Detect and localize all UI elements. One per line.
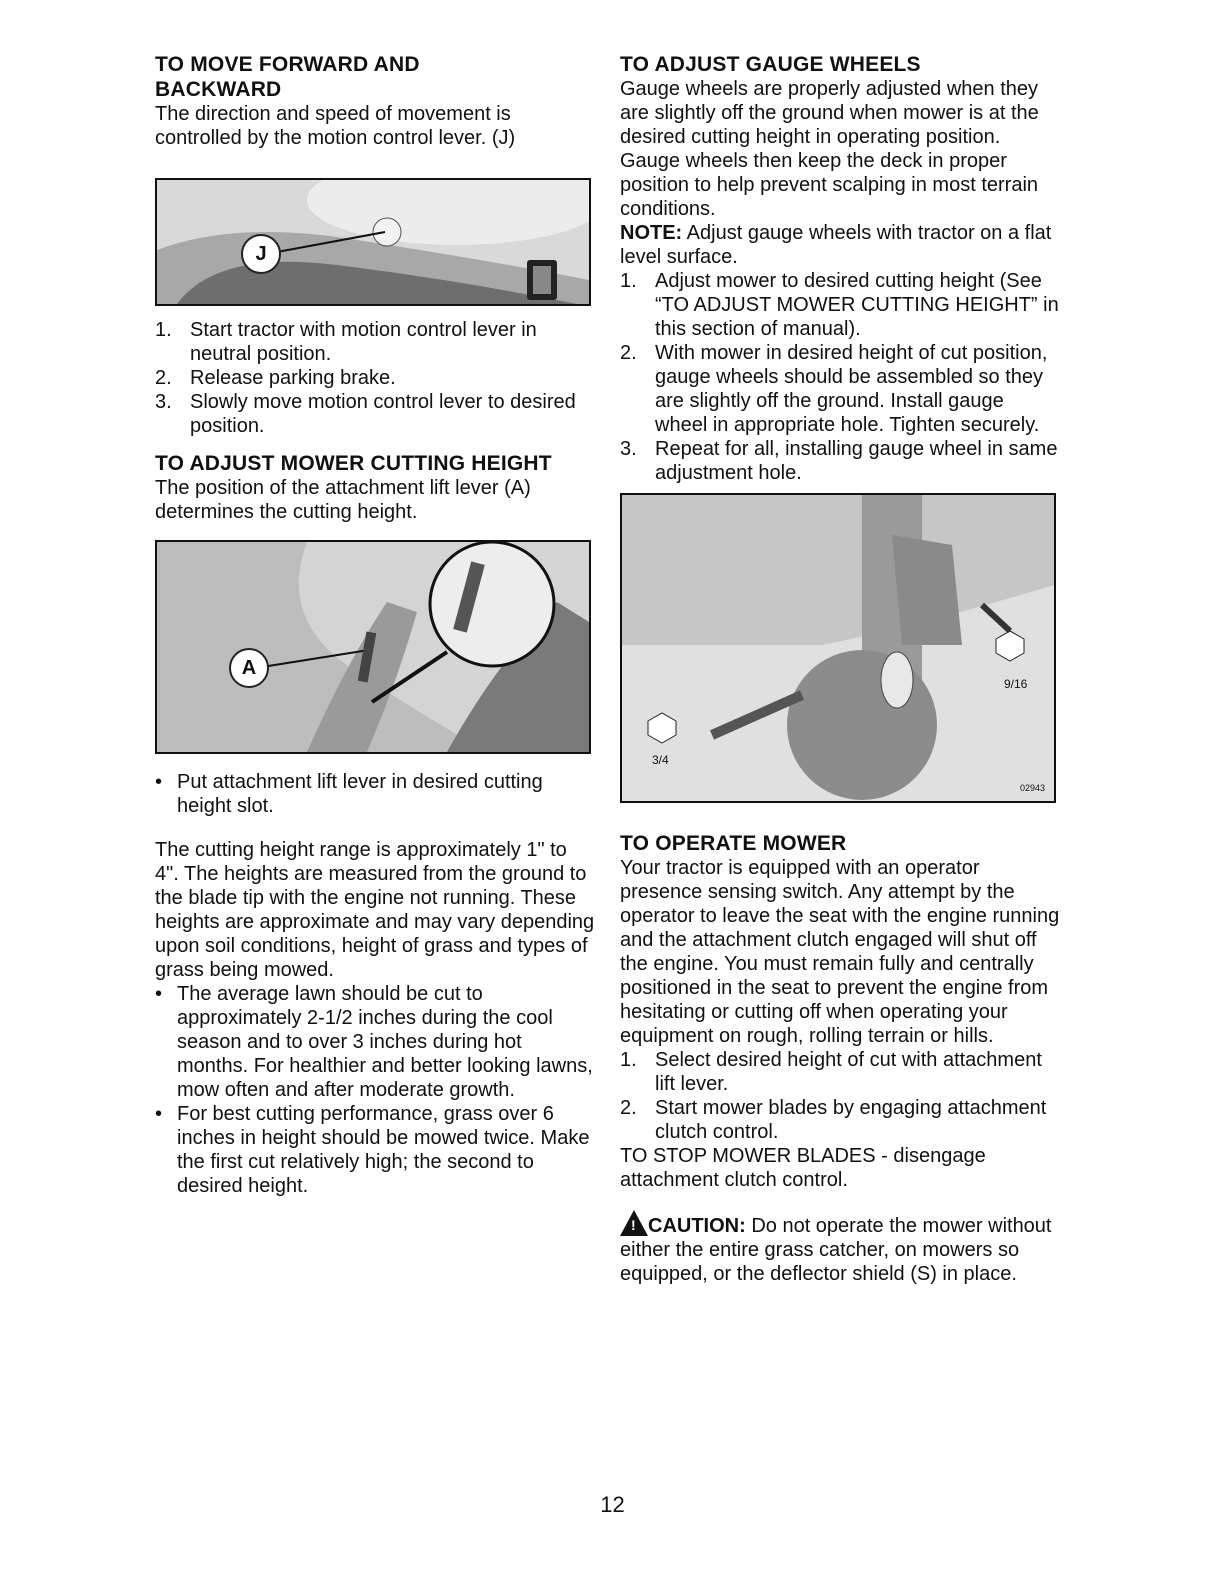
gauge-step: 1. Adjust mower to desired cutting height (See “TO ADJUST MOWER CUTTING HEIGHT” in this section of manual). [620, 270, 1059, 340]
right-column [620, 52, 1060, 1286]
operate-steps [620, 1048, 1060, 1144]
move-heading-line2: BACKWARD [155, 78, 282, 101]
height-intro: The position of the attachment lift lever (A) determines the cutting height. [155, 477, 531, 523]
height-range: The cutting height range is approximately 1" to 4". The heights are measured from the ground to the blade tip with the engine not running. These heights are approximate and may vary depending upon soil conditions, height of grass and types of grass being mowed. [155, 839, 595, 981]
move-steps [155, 318, 595, 438]
move-step: 1. Start tractor with motion control lever in neutral position. [155, 319, 537, 365]
height-tip: • The average lawn should be cut to approximately 2-1/2 inches during the cool season and to over 3 inches during hot months. For healthier and better looking lawns, mow often and after moderate growth. [155, 983, 593, 1101]
note-text: Adjust gauge wheels with tractor on a flat level surface. [620, 222, 1052, 268]
move-heading-line1: TO MOVE FORWARD AND [155, 53, 420, 76]
move-intro: The direction and speed of movement is controlled by the motion control lever. (J) [155, 103, 516, 149]
gauge-heading: TO ADJUST GAUGE WHEELS [620, 53, 921, 76]
label-3-4: 3/4 [652, 753, 669, 767]
label-9-16: 9/16 [1004, 677, 1028, 691]
move-step: 2. Release parking brake. [155, 367, 396, 389]
operate-heading: TO OPERATE MOWER [620, 832, 847, 855]
height-bullet: • Put attachment lift lever in desired cutting height slot. [155, 771, 543, 817]
caution-text: Do not operate the mower without either the entire grass catcher, on mowers so equipped, or the deflector shield (S) in place. [620, 1215, 1052, 1285]
height-heading: TO ADJUST MOWER CUTTING HEIGHT [155, 452, 552, 475]
gauge-step: 2. With mower in desired height of cut position, gauge wheels should be assembled so they are slightly off the ground. Install gauge wheel in appropriate hole. Tighten securely. [620, 342, 1048, 436]
operate-intro: Your tractor is equipped with an operator presence sensing switch. Any attempt by the operator to leave the seat with the engine running and the attachment clutch engaged will shut off the engine. You must remain fully and centrally positioned in the seat to prevent the engine from hesitating or cutting off when operating your equipment on rough, rolling terrain or hills. [620, 857, 1060, 1047]
operate-step: 1. Select desired height of cut with attachment lift lever. [620, 1049, 1042, 1095]
move-step: 3. Slowly move motion control lever to desired position. [155, 391, 576, 437]
figure-code: 02943 [1020, 783, 1046, 793]
motion-lever-illustration [157, 180, 589, 304]
stop-text: TO STOP MOWER BLADES - disengage attachment clutch control. [620, 1145, 986, 1191]
gauge-wheel-figure [620, 493, 1056, 803]
lift-lever-illustration [157, 542, 589, 752]
operate-step: 2. Start mower blades by engaging attachment clutch control. [620, 1097, 1047, 1143]
lift-lever-figure [155, 540, 591, 754]
height-tip: • For best cutting performance, grass over 6 inches in height should be mowed twice. Make the first cut relatively high; the second to desired height. [155, 1103, 590, 1197]
note-label: NOTE: [620, 222, 683, 244]
gauge-step: 3. Repeat for all, installing gauge wheel in same adjustment hole. [620, 438, 1058, 484]
page-number: 12 [600, 1492, 625, 1517]
motion-lever-figure [155, 178, 591, 306]
gauge-wheel-illustration [622, 495, 1054, 801]
gauge-note [620, 221, 1060, 269]
warning-triangle-icon: ! [620, 1210, 648, 1236]
gauge-steps [620, 269, 1060, 485]
callout-j: J [241, 234, 281, 274]
left-column [155, 52, 595, 1198]
gauge-intro: Gauge wheels are properly adjusted when they are slightly off the ground when mower is at the desired cutting height in operating position. Gauge wheels then keep the deck in proper position to help prevent scalping in most terrain conditions. [620, 78, 1039, 220]
callout-a: A [229, 648, 269, 688]
caution-block [620, 1210, 1060, 1286]
caution-label: CAUTION: [648, 1215, 746, 1237]
